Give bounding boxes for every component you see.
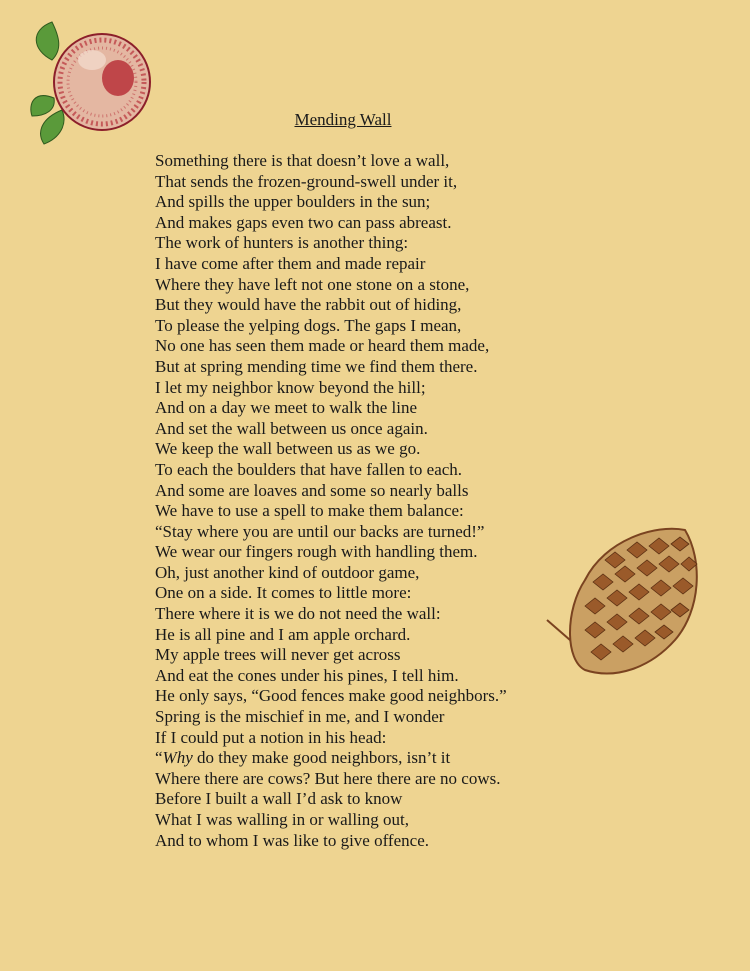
poem-line-3: And spills the upper boulders in the sun; (155, 192, 431, 212)
poem-line-28: Spring is the mischief in me, and I wonder (155, 707, 445, 727)
poem-title: Mending Wall (294, 110, 392, 129)
poem-line-34: And to whom I was like to give offence. (155, 830, 429, 850)
italic-word: Why (162, 748, 193, 768)
poem-line-13: And on a day we meet to walk the line (155, 398, 418, 418)
pinecone-illustration (545, 520, 705, 685)
poem-line-8: But they would have the rabbit out of hiding, (155, 295, 462, 315)
poem-line-2: That sends the frozen-ground-swell under it, (155, 171, 458, 191)
poem-line-27: He only says, “Good fences make good neighbors.” (155, 686, 507, 706)
poem-line-21: Oh, just another kind of outdoor game, (155, 562, 420, 582)
poem-line-9: To please the yelping dogs. The gaps I mean, (155, 315, 462, 335)
poem-line-29: If I could put a notion in his head: (155, 727, 387, 747)
poem-line-5: The work of hunters is another thing: (155, 233, 409, 253)
poem-line-14: And set the wall between us once again. (155, 418, 428, 438)
poem-line-25: My apple trees will never get across (155, 645, 401, 665)
poem-line-32: Before I built a wall I’d ask to know (155, 789, 403, 809)
poem-line-20: We wear our fingers rough with handling them. (155, 542, 478, 562)
poem-line-12: I let my neighbor know beyond the hill; (155, 377, 426, 397)
poem-line-16: To each the boulders that have fallen to each. (155, 459, 463, 479)
poem-line-6: I have come after them and made repair (155, 253, 426, 273)
poem-line-4: And makes gaps even two can pass abreast. (155, 212, 452, 232)
poem-line-18: We have to use a spell to make them balance: (155, 501, 464, 521)
poem-line-22: One on a side. It comes to little more: (155, 583, 412, 603)
poem-line-30: “Why do they make good neighbors, isn’t it (155, 748, 451, 768)
poem-line-7: Where they have left not one stone on a stone, (155, 274, 470, 294)
poem-body (155, 151, 507, 851)
poem-line-33: What I was walling in or walling out, (155, 810, 410, 829)
poem-line-24: He is all pine and I am apple orchard. (155, 624, 411, 644)
poem-line-17: And some are loaves and some so nearly balls (155, 480, 469, 500)
poem-line-23: There where it is we do not need the wall: (155, 604, 441, 624)
poem-line-1: Something there is that doesn’t love a wall, (155, 151, 450, 170)
poem-line-19: “Stay where you are until our backs are turned!” (155, 521, 485, 541)
poem-line-15: We keep the wall between us as we go. (155, 439, 421, 459)
poem-line-26: And eat the cones under his pines, I tell him. (155, 665, 459, 685)
poem-line-11: But at spring mending time we find them there. (155, 356, 478, 376)
poem-line-10: No one has seen them made or heard them made, (155, 336, 490, 356)
poem-line-31: Where there are cows? But here there are no cows. (155, 768, 501, 788)
apple-illustration (22, 20, 154, 152)
